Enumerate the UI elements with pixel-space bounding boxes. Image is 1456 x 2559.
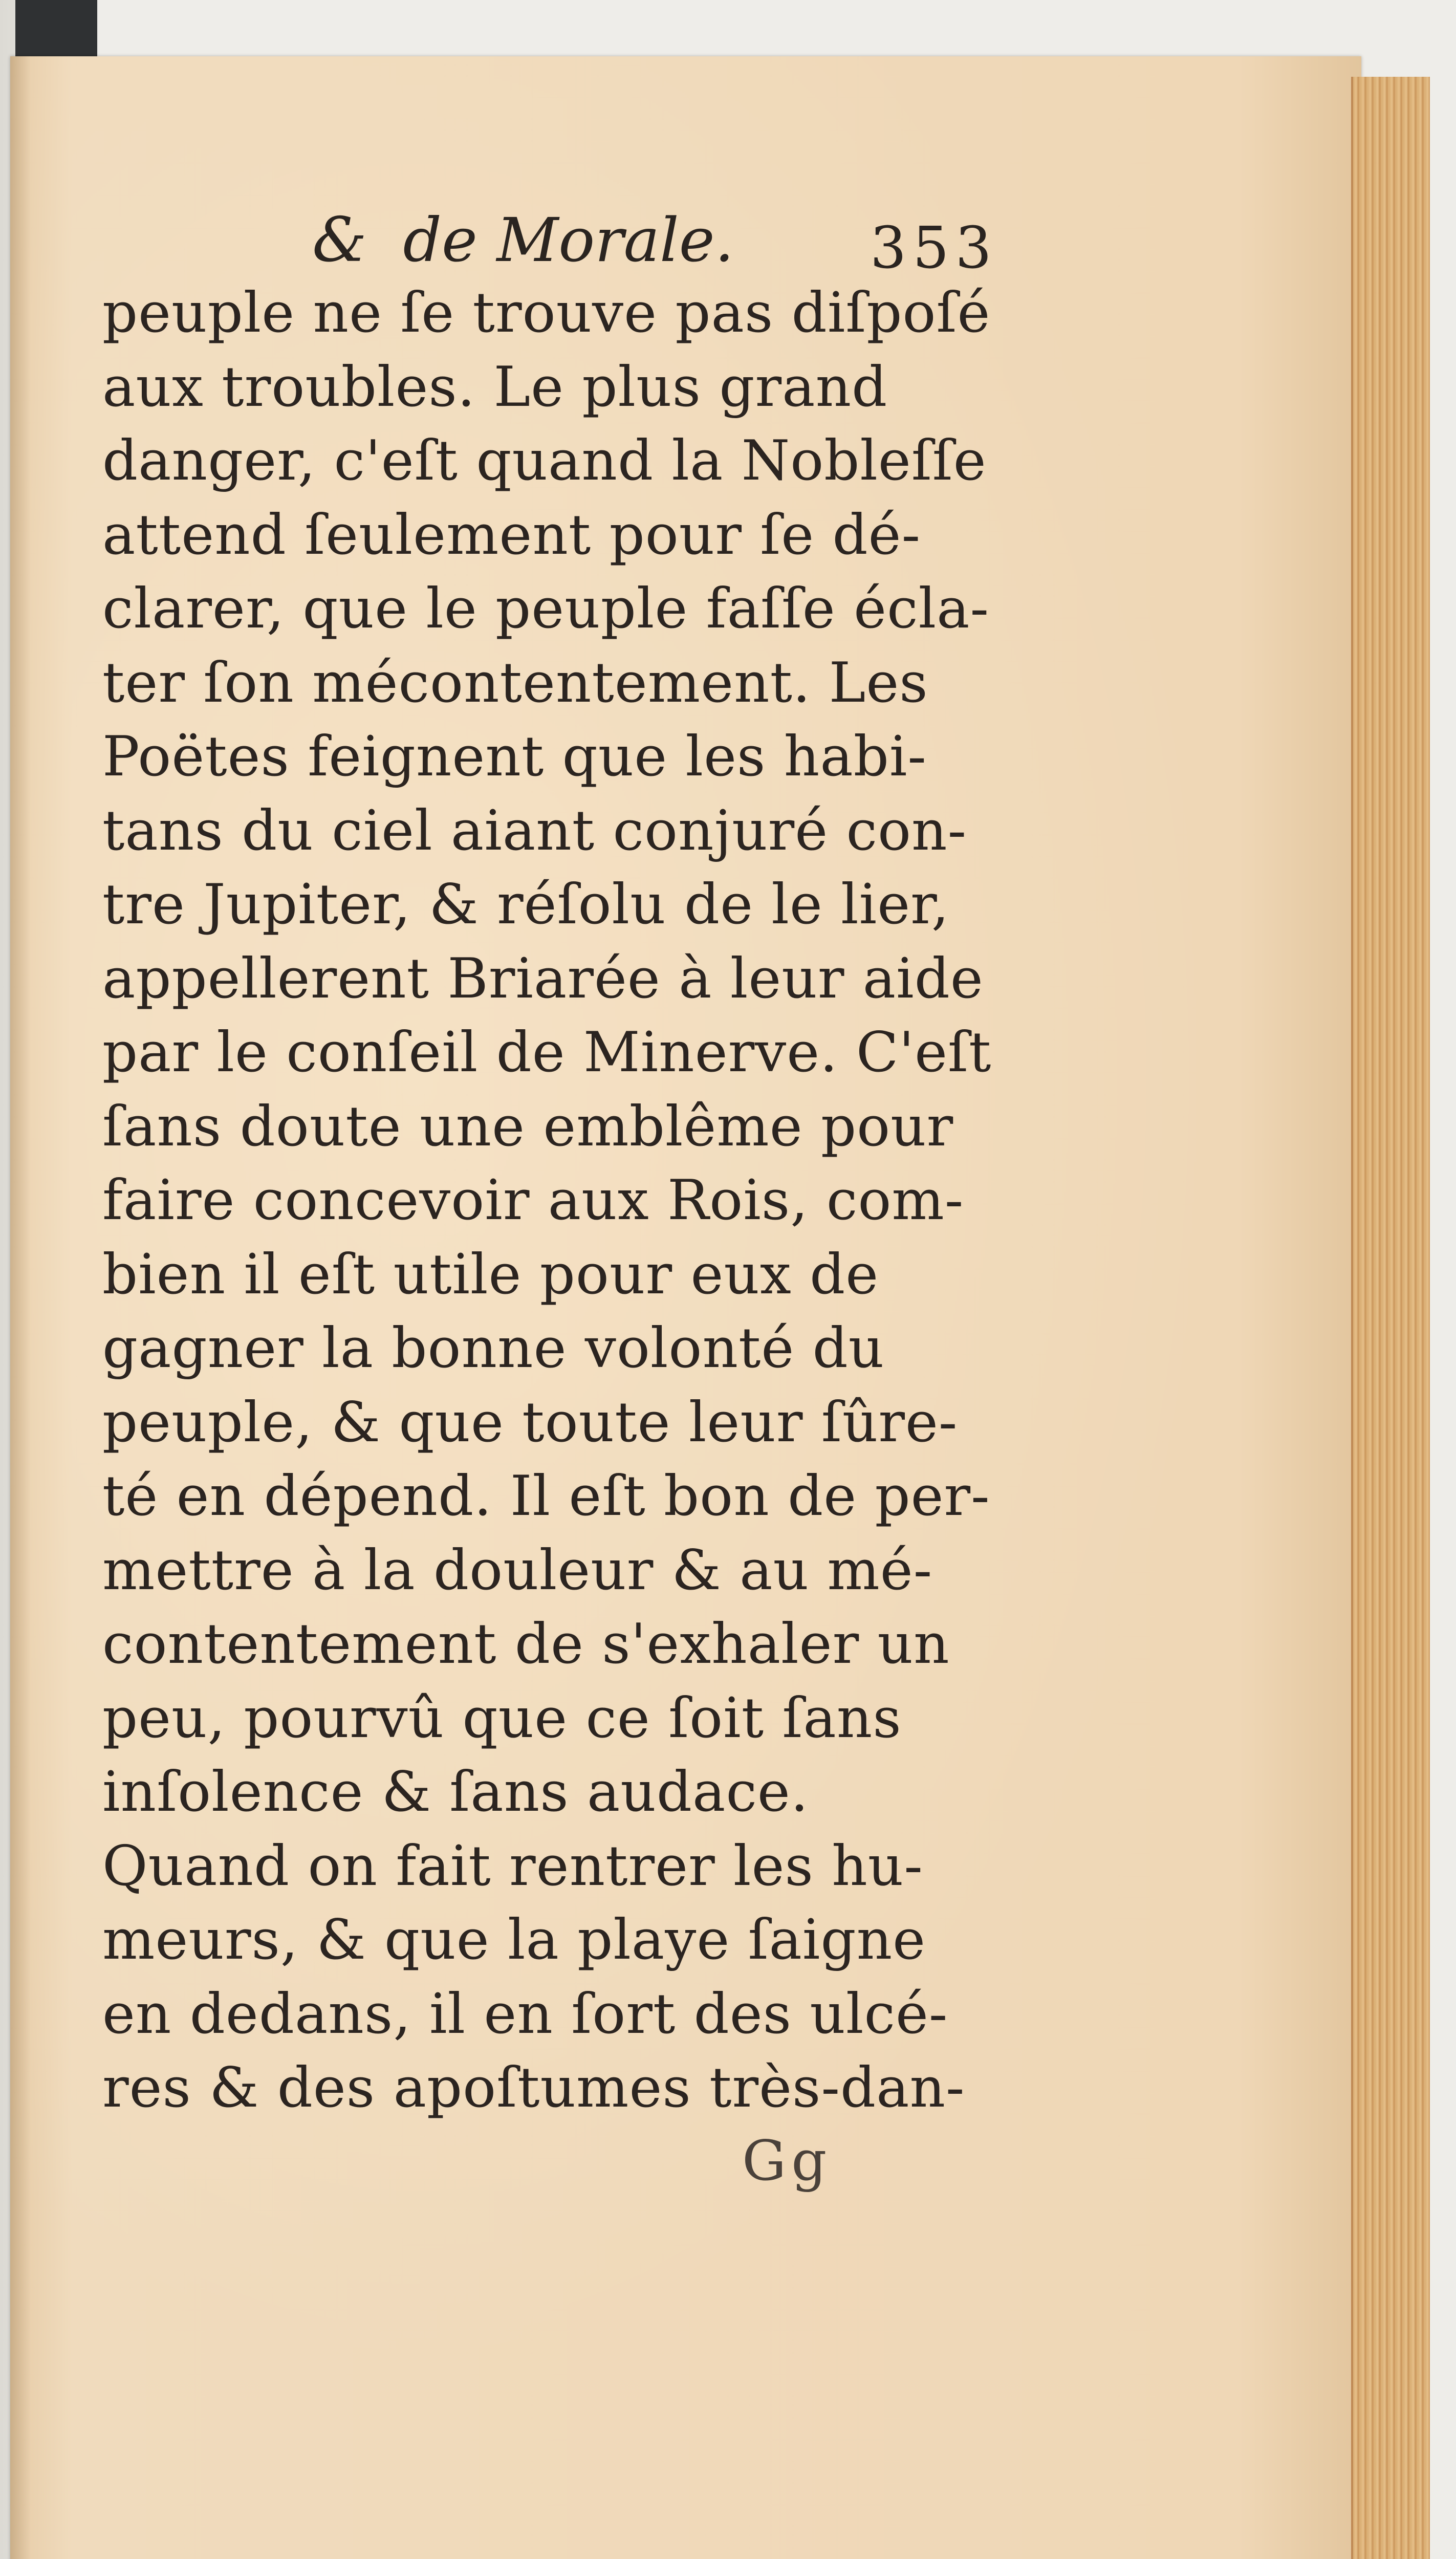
text-line: res & des apoſtumes très-dan- (102, 2056, 965, 2120)
text-line: mettre à la douleur & au mé- (102, 1538, 933, 1602)
text-line: tans du ciel aiant conjuré con- (102, 798, 967, 863)
text-line: tre Jupiter, & réſolu de le lier, (102, 873, 950, 937)
text-line: peu, pourvû que ce ſoit ſans (102, 1686, 902, 1750)
text-line: Poëtes feignent que les habi- (102, 725, 927, 789)
binding-strip-top (15, 0, 97, 56)
text-line: clarer, que le peuple faſſe écla- (102, 577, 989, 641)
text-line: peuple, & que toute leur ſûre- (102, 1390, 958, 1455)
text-line: bien il eſt utile pour eux de (102, 1242, 879, 1307)
signature-mark: Gg (742, 2129, 832, 2193)
text-line: peuple ne ſe trouve pas diſpoſé (102, 281, 991, 345)
text-line: gagner la bonne volonté du (102, 1316, 885, 1380)
text-line: faire concevoir aux Rois, com- (102, 1168, 964, 1232)
text-line: en dedans, il en ſort des ulcé- (102, 1982, 948, 2046)
text-line: meurs, & que la playe ſaigne (102, 1908, 926, 1972)
text-line: ſans doute une emblême pour (102, 1094, 954, 1159)
text-line: contentement de s'exhaler un (102, 1612, 950, 1676)
text-line: ter ſon mécontentement. Les (102, 650, 928, 715)
gutter-shadow (10, 56, 31, 2559)
text-line: Quand on fait rentrer les hu- (102, 1834, 923, 1898)
text-line: appellerent Briarée à leur aide (102, 946, 984, 1011)
text-line: par le conſeil de Minerve. C'eſt (102, 1021, 992, 1085)
text-line: inſolence & ſans audace. (102, 1760, 809, 1824)
text-line: attend ſeulement pour ſe dé- (102, 503, 921, 567)
running-head-title: de Morale. (403, 205, 734, 275)
text-line: aux troubles. Le plus grand (102, 355, 888, 419)
text-line: danger, c'eſt quand la Nobleſſe (102, 429, 987, 493)
text-line: té en dépend. Il eſt bon de per- (102, 1464, 990, 1528)
page-number: 353 (870, 215, 998, 281)
page-edges (1351, 77, 1430, 2559)
ampersand-icon: & (312, 205, 367, 276)
body-text (102, 276, 1024, 2126)
